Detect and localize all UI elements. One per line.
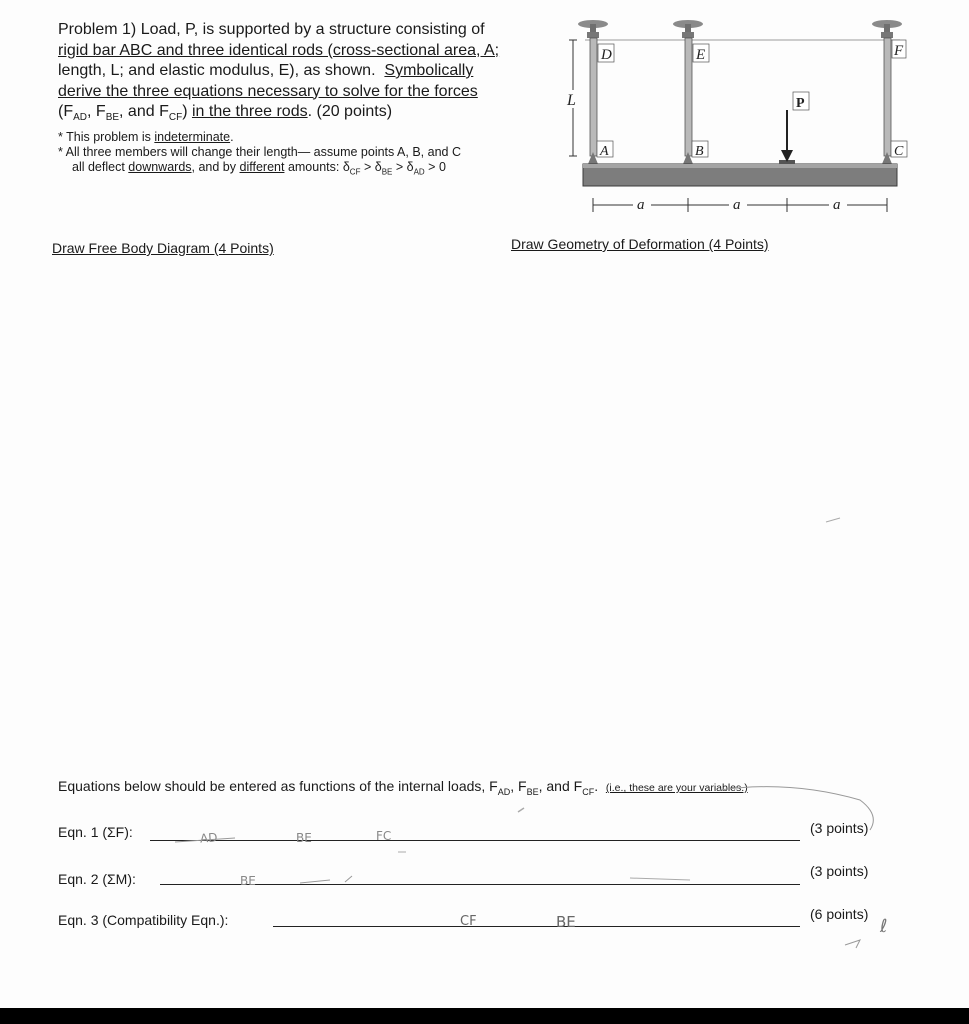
note-text: indeterminate — [154, 129, 231, 144]
note-text: , and by — [191, 159, 237, 174]
subscript: AD — [413, 167, 425, 177]
problem-text: , and F — [119, 103, 169, 120]
intro-text: , and F — [538, 778, 583, 794]
eqn3-points: (6 points) — [810, 906, 869, 922]
label-a-2: a — [733, 197, 741, 213]
subscript: CF — [349, 167, 361, 177]
subscript: AD — [497, 786, 511, 797]
problem-text: , F — [87, 103, 106, 120]
subscript: BE — [381, 167, 393, 177]
intro-text: Equations below should be entered as functions of the internal loads, F — [58, 778, 498, 794]
handwriting-mark: CF — [460, 914, 477, 929]
subscript: BE — [526, 786, 539, 797]
label-L: L — [567, 92, 576, 109]
problem-text: ) — [182, 103, 188, 120]
subscript: BE — [105, 112, 120, 124]
note-text: > δ — [360, 159, 382, 174]
label-P: P — [796, 96, 805, 111]
eqn1-label: Eqn. 1 (ΣF): — [58, 824, 133, 840]
problem-text: Problem 1) Load, P, is supported by a structure consisting of — [58, 21, 485, 38]
handwriting-mark: AD — [199, 830, 218, 846]
subscript: AD — [73, 112, 88, 124]
problem-text: in the three rods — [191, 103, 308, 120]
subscript: CF — [582, 786, 595, 797]
note-text: > 0 — [424, 159, 446, 174]
note-text: * All three members will change their length— assume points A, B, and C — [58, 144, 461, 159]
geometry-heading: Draw Geometry of Deformation (4 Points) — [511, 236, 769, 252]
problem-text: . (20 points) — [307, 103, 393, 120]
problem-text: length, L; and elastic modulus, E), as shown. — [58, 62, 376, 79]
problem-text: (F — [58, 103, 74, 120]
label-F: F — [894, 43, 904, 59]
handwriting-mark: ℓ — [880, 916, 888, 937]
handwriting-mark: BE — [296, 831, 312, 845]
bottom-black-bar — [0, 1008, 969, 1024]
label-a-1: a — [637, 197, 645, 213]
note-text: > δ — [392, 159, 414, 174]
label-A: A — [600, 144, 609, 159]
eqn2-points: (3 points) — [810, 863, 869, 879]
handwriting-mark: FC — [376, 829, 392, 843]
note-text: downwards — [128, 159, 192, 174]
label-B: B — [695, 144, 704, 159]
fbd-heading: Draw Free Body Diagram (4 Points) — [52, 240, 274, 256]
problem-text: Symbolically — [384, 62, 474, 79]
intro-text: . — [594, 778, 599, 794]
eqn2-label: Eqn. 2 (ΣM): — [58, 871, 136, 887]
eqn1-points: (3 points) — [810, 820, 869, 836]
eqn3-label: Eqn. 3 (Compatibility Eqn.): — [58, 912, 229, 928]
problem-text: rigid bar ABC and three identical rods (cross-sectional area, A; — [58, 41, 500, 59]
note-text: all deflect — [72, 159, 125, 174]
label-C: C — [894, 144, 904, 159]
intro-text: , F — [510, 778, 527, 794]
note-text: different — [239, 159, 285, 174]
intro-note: (i.e., these are your variables.) — [605, 782, 748, 794]
label-D: D — [601, 47, 612, 63]
handwriting-mark: BE — [240, 874, 256, 888]
subscript: CF — [168, 112, 183, 124]
note-text: * This problem is — [58, 129, 151, 144]
handwriting-mark: BE — [556, 913, 576, 931]
problem-text: derive the three equations necessary to solve for the forces — [58, 82, 478, 100]
note-text: amounts: δ — [287, 159, 350, 174]
note-text: . — [230, 129, 234, 144]
label-E: E — [696, 47, 706, 63]
label-a-3: a — [833, 197, 841, 213]
